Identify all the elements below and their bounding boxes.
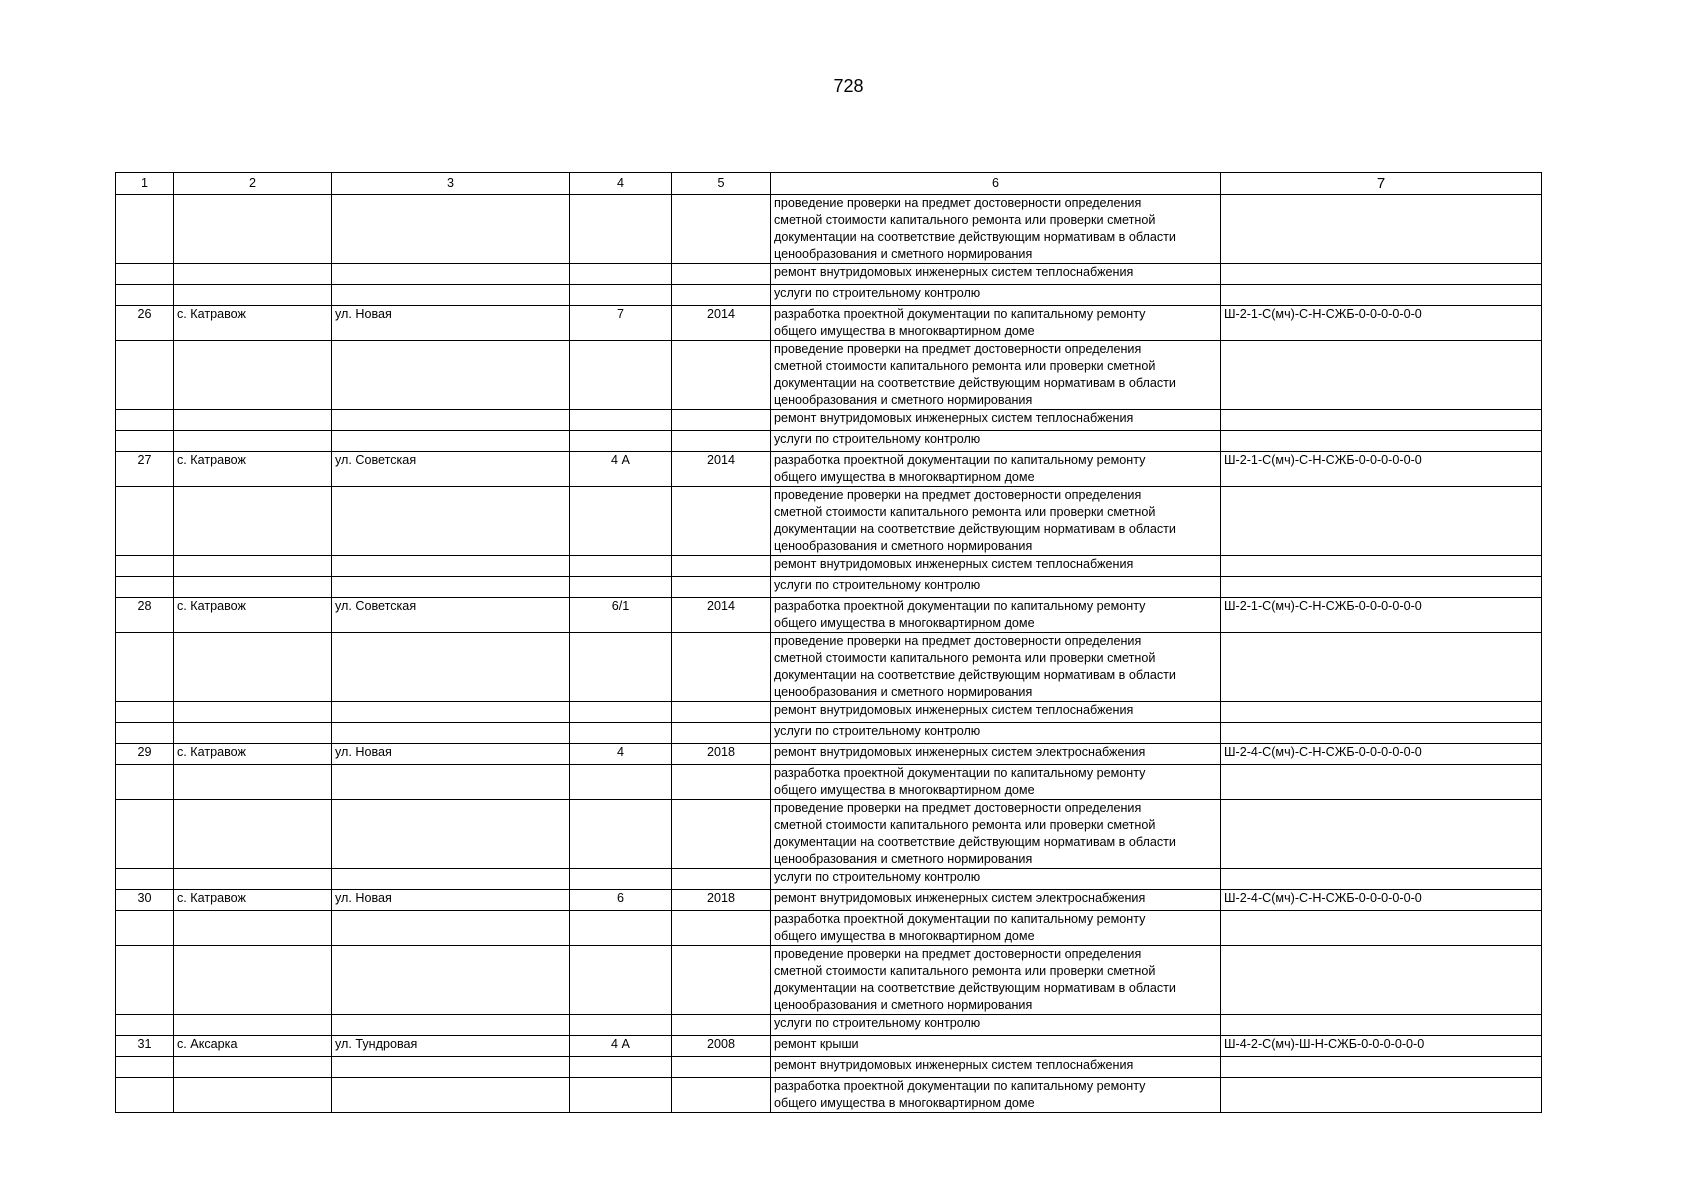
column-header: 6 xyxy=(771,173,1221,195)
street-cell xyxy=(332,723,570,744)
code-cell xyxy=(1221,869,1542,890)
work-line: проведение проверки на предмет достоверности определения xyxy=(774,947,1142,961)
work-type-cell xyxy=(771,264,1221,285)
settlement-cell: с. Аксарка xyxy=(174,1036,332,1057)
settlement-cell: с. Катравож xyxy=(174,598,332,633)
row-number-cell xyxy=(116,264,174,285)
page-number: 728 xyxy=(833,76,864,96)
work-line: документации на соответствие действующим нормативам в области xyxy=(774,981,1176,995)
work-type-cell xyxy=(771,744,1221,765)
year-cell: 2014 xyxy=(672,452,771,487)
street-cell xyxy=(332,195,570,264)
code-cell: Ш-2-1-С(мч)-С-Н-СЖБ-0-0-0-0-0-0 xyxy=(1221,306,1542,341)
work-line: проведение проверки на предмет достоверности определения xyxy=(774,342,1142,356)
year-cell xyxy=(672,702,771,723)
row-number-cell xyxy=(116,195,174,264)
code-cell xyxy=(1221,946,1542,1015)
register-body xyxy=(116,195,1542,1113)
year-cell xyxy=(672,723,771,744)
year-cell xyxy=(672,285,771,306)
year-cell xyxy=(672,195,771,264)
table-row xyxy=(116,1015,1542,1036)
table-row xyxy=(116,765,1542,800)
table-row xyxy=(116,410,1542,431)
table-row xyxy=(116,800,1542,869)
settlement-cell xyxy=(174,723,332,744)
work-line: разработка проектной документации по капитальному ремонту xyxy=(774,453,1146,467)
work-type-cell xyxy=(771,1015,1221,1036)
table-row xyxy=(116,264,1542,285)
work-type-cell xyxy=(771,946,1221,1015)
row-number-cell xyxy=(116,487,174,556)
column-header: 2 xyxy=(174,173,332,195)
table-row xyxy=(116,911,1542,946)
table-row xyxy=(116,744,1542,765)
table-row xyxy=(116,431,1542,452)
code-cell xyxy=(1221,800,1542,869)
house-number-cell xyxy=(570,702,672,723)
work-type-cell xyxy=(771,487,1221,556)
row-number-cell xyxy=(116,341,174,410)
table-row xyxy=(116,487,1542,556)
row-number-cell xyxy=(116,1078,174,1113)
work-type-cell xyxy=(771,556,1221,577)
settlement-cell xyxy=(174,264,332,285)
work-type-cell xyxy=(771,1078,1221,1113)
settlement-cell xyxy=(174,765,332,800)
table-row xyxy=(116,702,1542,723)
work-line: разработка проектной документации по капитальному ремонту xyxy=(774,1079,1146,1093)
code-cell xyxy=(1221,341,1542,410)
code-cell xyxy=(1221,285,1542,306)
work-line: сметной стоимости капитального ремонта или проверки сметной xyxy=(774,818,1156,832)
year-cell: 2008 xyxy=(672,1036,771,1057)
table-row xyxy=(116,869,1542,890)
settlement-cell: с. Катравож xyxy=(174,306,332,341)
house-number-cell xyxy=(570,869,672,890)
house-number-cell: 4 А xyxy=(570,1036,672,1057)
street-cell: ул. Новая xyxy=(332,744,570,765)
year-cell xyxy=(672,800,771,869)
settlement-cell xyxy=(174,1057,332,1078)
code-cell xyxy=(1221,1015,1542,1036)
work-line: ремонт внутридомовых инженерных систем электроснабжения xyxy=(774,745,1146,759)
work-line: разработка проектной документации по капитальному ремонту xyxy=(774,599,1146,613)
house-number-cell xyxy=(570,1057,672,1078)
house-number-cell xyxy=(570,285,672,306)
row-number-cell xyxy=(116,869,174,890)
work-line: ценообразования и сметного нормирования xyxy=(774,539,1033,553)
house-number-cell xyxy=(570,410,672,431)
street-cell xyxy=(332,946,570,1015)
street-cell: ул. Советская xyxy=(332,598,570,633)
code-cell xyxy=(1221,633,1542,702)
settlement-cell: с. Катравож xyxy=(174,452,332,487)
work-line: проведение проверки на предмет достоверности определения xyxy=(774,634,1142,648)
code-cell xyxy=(1221,431,1542,452)
code-cell xyxy=(1221,1078,1542,1113)
work-type-cell xyxy=(771,633,1221,702)
street-cell xyxy=(332,341,570,410)
work-type-cell xyxy=(771,890,1221,911)
code-cell xyxy=(1221,723,1542,744)
code-cell xyxy=(1221,487,1542,556)
house-number-cell xyxy=(570,1078,672,1113)
row-number-cell xyxy=(116,577,174,598)
work-type-cell xyxy=(771,1036,1221,1057)
work-line: документации на соответствие действующим нормативам в области xyxy=(774,522,1176,536)
code-cell xyxy=(1221,195,1542,264)
settlement-cell xyxy=(174,195,332,264)
work-line: общего имущества в многоквартирном доме xyxy=(774,783,1035,797)
house-number-cell xyxy=(570,633,672,702)
work-line: услуги по строительному контролю xyxy=(774,286,981,300)
code-cell xyxy=(1221,577,1542,598)
work-line: документации на соответствие действующим нормативам в области xyxy=(774,668,1176,682)
row-number-cell xyxy=(116,946,174,1015)
work-type-cell xyxy=(771,869,1221,890)
row-number-cell xyxy=(116,431,174,452)
column-header: 1 xyxy=(116,173,174,195)
code-cell: Ш-2-4-С(мч)-С-Н-СЖБ-0-0-0-0-0-0 xyxy=(1221,744,1542,765)
table-row xyxy=(116,577,1542,598)
street-cell xyxy=(332,765,570,800)
house-number-cell xyxy=(570,431,672,452)
year-cell xyxy=(672,487,771,556)
year-cell xyxy=(672,633,771,702)
work-line: общего имущества в многоквартирном доме xyxy=(774,616,1035,630)
settlement-cell xyxy=(174,431,332,452)
settlement-cell xyxy=(174,341,332,410)
house-number-cell: 4 А xyxy=(570,452,672,487)
column-header: 7 xyxy=(1221,173,1542,195)
street-cell: ул. Новая xyxy=(332,306,570,341)
settlement-cell xyxy=(174,487,332,556)
code-cell: Ш-2-1-С(мч)-С-Н-СЖБ-0-0-0-0-0-0 xyxy=(1221,598,1542,633)
row-number-cell xyxy=(116,911,174,946)
row-number-cell: 27 xyxy=(116,452,174,487)
table-row xyxy=(116,598,1542,633)
work-type-cell xyxy=(771,911,1221,946)
year-cell xyxy=(672,1057,771,1078)
table-row xyxy=(116,195,1542,264)
year-cell xyxy=(672,911,771,946)
row-number-cell: 30 xyxy=(116,890,174,911)
work-line: ремонт внутридомовых инженерных систем электроснабжения xyxy=(774,891,1146,905)
work-line: документации на соответствие действующим нормативам в области xyxy=(774,230,1176,244)
row-number-cell xyxy=(116,1015,174,1036)
street-cell: ул. Советская xyxy=(332,452,570,487)
table-row xyxy=(116,1036,1542,1057)
work-line: ремонт внутридомовых инженерных систем теплоснабжения xyxy=(774,265,1134,279)
street-cell xyxy=(332,285,570,306)
settlement-cell xyxy=(174,869,332,890)
work-line: услуги по строительному контролю xyxy=(774,870,981,884)
settlement-cell xyxy=(174,800,332,869)
house-number-cell xyxy=(570,911,672,946)
settlement-cell: с. Катравож xyxy=(174,890,332,911)
work-type-cell xyxy=(771,800,1221,869)
work-line: ценообразования и сметного нормирования xyxy=(774,685,1033,699)
work-line: услуги по строительному контролю xyxy=(774,578,981,592)
work-type-cell xyxy=(771,765,1221,800)
row-number-cell xyxy=(116,800,174,869)
house-number-cell: 4 xyxy=(570,744,672,765)
work-line: общего имущества в многоквартирном доме xyxy=(774,324,1035,338)
repair-register-table xyxy=(115,172,1542,1113)
work-line: ценообразования и сметного нормирования xyxy=(774,852,1033,866)
work-type-cell xyxy=(771,702,1221,723)
settlement-cell xyxy=(174,911,332,946)
street-cell xyxy=(332,1078,570,1113)
column-header: 3 xyxy=(332,173,570,195)
code-cell xyxy=(1221,264,1542,285)
column-number-row xyxy=(116,173,1542,195)
row-number-cell xyxy=(116,765,174,800)
work-type-cell xyxy=(771,1057,1221,1078)
year-cell xyxy=(672,765,771,800)
street-cell: ул. Новая xyxy=(332,890,570,911)
work-line: проведение проверки на предмет достоверности определения xyxy=(774,801,1142,815)
work-line: ценообразования и сметного нормирования xyxy=(774,247,1033,261)
street-cell: ул. Тундровая xyxy=(332,1036,570,1057)
work-line: документации на соответствие действующим нормативам в области xyxy=(774,376,1176,390)
street-cell xyxy=(332,431,570,452)
street-cell xyxy=(332,1015,570,1036)
work-type-cell xyxy=(771,598,1221,633)
year-cell xyxy=(672,431,771,452)
row-number-cell: 31 xyxy=(116,1036,174,1057)
street-cell xyxy=(332,577,570,598)
settlement-cell xyxy=(174,1078,332,1113)
row-number-cell xyxy=(116,556,174,577)
row-number-cell xyxy=(116,702,174,723)
street-cell xyxy=(332,800,570,869)
work-line: ремонт крыши xyxy=(774,1037,859,1051)
work-type-cell xyxy=(771,452,1221,487)
table-row xyxy=(116,633,1542,702)
settlement-cell xyxy=(174,285,332,306)
work-line: общего имущества в многоквартирном доме xyxy=(774,929,1035,943)
year-cell: 2014 xyxy=(672,306,771,341)
street-cell xyxy=(332,869,570,890)
row-number-cell xyxy=(116,410,174,431)
house-number-cell: 6/1 xyxy=(570,598,672,633)
row-number-cell xyxy=(116,723,174,744)
work-line: разработка проектной документации по капитальному ремонту xyxy=(774,766,1146,780)
street-cell xyxy=(332,410,570,431)
house-number-cell xyxy=(570,264,672,285)
house-number-cell xyxy=(570,1015,672,1036)
settlement-cell xyxy=(174,577,332,598)
work-line: ремонт внутридомовых инженерных систем теплоснабжения xyxy=(774,1058,1134,1072)
row-number-cell: 29 xyxy=(116,744,174,765)
settlement-cell xyxy=(174,702,332,723)
settlement-cell xyxy=(174,1015,332,1036)
work-line: услуги по строительному контролю xyxy=(774,724,981,738)
table-row xyxy=(116,341,1542,410)
settlement-cell xyxy=(174,410,332,431)
house-number-cell xyxy=(570,946,672,1015)
house-number-cell: 6 xyxy=(570,890,672,911)
house-number-cell xyxy=(570,341,672,410)
settlement-cell xyxy=(174,946,332,1015)
year-cell: 2014 xyxy=(672,598,771,633)
work-type-cell xyxy=(771,285,1221,306)
year-cell: 2018 xyxy=(672,890,771,911)
code-cell: Ш-2-1-С(мч)-С-Н-СЖБ-0-0-0-0-0-0 xyxy=(1221,452,1542,487)
table-row xyxy=(116,306,1542,341)
work-line: сметной стоимости капитального ремонта или проверки сметной xyxy=(774,651,1156,665)
street-cell xyxy=(332,487,570,556)
settlement-cell xyxy=(174,633,332,702)
code-cell xyxy=(1221,1057,1542,1078)
year-cell xyxy=(672,869,771,890)
work-line: ремонт внутридомовых инженерных систем теплоснабжения xyxy=(774,703,1134,717)
work-type-cell xyxy=(771,410,1221,431)
work-type-cell xyxy=(771,577,1221,598)
column-header: 4 xyxy=(570,173,672,195)
year-cell xyxy=(672,556,771,577)
work-type-cell xyxy=(771,723,1221,744)
work-line: проведение проверки на предмет достоверности определения xyxy=(774,488,1142,502)
work-line: общего имущества в многоквартирном доме xyxy=(774,1096,1035,1110)
work-line: услуги по строительному контролю xyxy=(774,432,981,446)
house-number-cell xyxy=(570,556,672,577)
house-number-cell: 7 xyxy=(570,306,672,341)
work-line: сметной стоимости капитального ремонта или проверки сметной xyxy=(774,359,1156,373)
year-cell xyxy=(672,410,771,431)
house-number-cell xyxy=(570,487,672,556)
table-row xyxy=(116,723,1542,744)
work-type-cell xyxy=(771,306,1221,341)
work-line: ремонт внутридомовых инженерных систем теплоснабжения xyxy=(774,411,1134,425)
house-number-cell xyxy=(570,577,672,598)
work-line: документации на соответствие действующим нормативам в области xyxy=(774,835,1176,849)
street-cell xyxy=(332,911,570,946)
year-cell xyxy=(672,1078,771,1113)
year-cell: 2018 xyxy=(672,744,771,765)
work-line: сметной стоимости капитального ремонта или проверки сметной xyxy=(774,964,1156,978)
work-line: проведение проверки на предмет достоверности определения xyxy=(774,196,1142,210)
column-header: 5 xyxy=(672,173,771,195)
work-type-cell xyxy=(771,341,1221,410)
house-number-cell xyxy=(570,800,672,869)
street-cell xyxy=(332,1057,570,1078)
table-row xyxy=(116,1057,1542,1078)
code-cell: Ш-4-2-С(мч)-Ш-Н-СЖБ-0-0-0-0-0-0 xyxy=(1221,1036,1542,1057)
code-cell xyxy=(1221,410,1542,431)
work-line: сметной стоимости капитального ремонта или проверки сметной xyxy=(774,505,1156,519)
table-row xyxy=(116,890,1542,911)
house-number-cell xyxy=(570,195,672,264)
year-cell xyxy=(672,1015,771,1036)
street-cell xyxy=(332,702,570,723)
year-cell xyxy=(672,577,771,598)
house-number-cell xyxy=(570,723,672,744)
row-number-cell xyxy=(116,285,174,306)
code-cell: Ш-2-4-С(мч)-С-Н-СЖБ-0-0-0-0-0-0 xyxy=(1221,890,1542,911)
year-cell xyxy=(672,264,771,285)
work-type-cell xyxy=(771,431,1221,452)
row-number-cell: 28 xyxy=(116,598,174,633)
row-number-cell xyxy=(116,633,174,702)
settlement-cell xyxy=(174,556,332,577)
work-line: сметной стоимости капитального ремонта или проверки сметной xyxy=(774,213,1156,227)
settlement-cell: с. Катравож xyxy=(174,744,332,765)
work-line: ценообразования и сметного нормирования xyxy=(774,393,1033,407)
table-row xyxy=(116,1078,1542,1113)
code-cell xyxy=(1221,765,1542,800)
table-row xyxy=(116,946,1542,1015)
code-cell xyxy=(1221,702,1542,723)
work-line: разработка проектной документации по капитальному ремонту xyxy=(774,912,1146,926)
table-row xyxy=(116,285,1542,306)
work-type-cell xyxy=(771,195,1221,264)
work-line: общего имущества в многоквартирном доме xyxy=(774,470,1035,484)
work-line: услуги по строительному контролю xyxy=(774,1016,981,1030)
year-cell xyxy=(672,341,771,410)
code-cell xyxy=(1221,911,1542,946)
table-row xyxy=(116,452,1542,487)
row-number-cell: 26 xyxy=(116,306,174,341)
table-row xyxy=(116,556,1542,577)
work-line: разработка проектной документации по капитальному ремонту xyxy=(774,307,1146,321)
work-line: ремонт внутридомовых инженерных систем теплоснабжения xyxy=(774,557,1134,571)
work-line: ценообразования и сметного нормирования xyxy=(774,998,1033,1012)
row-number-cell xyxy=(116,1057,174,1078)
year-cell xyxy=(672,946,771,1015)
street-cell xyxy=(332,264,570,285)
code-cell xyxy=(1221,556,1542,577)
house-number-cell xyxy=(570,765,672,800)
street-cell xyxy=(332,556,570,577)
street-cell xyxy=(332,633,570,702)
